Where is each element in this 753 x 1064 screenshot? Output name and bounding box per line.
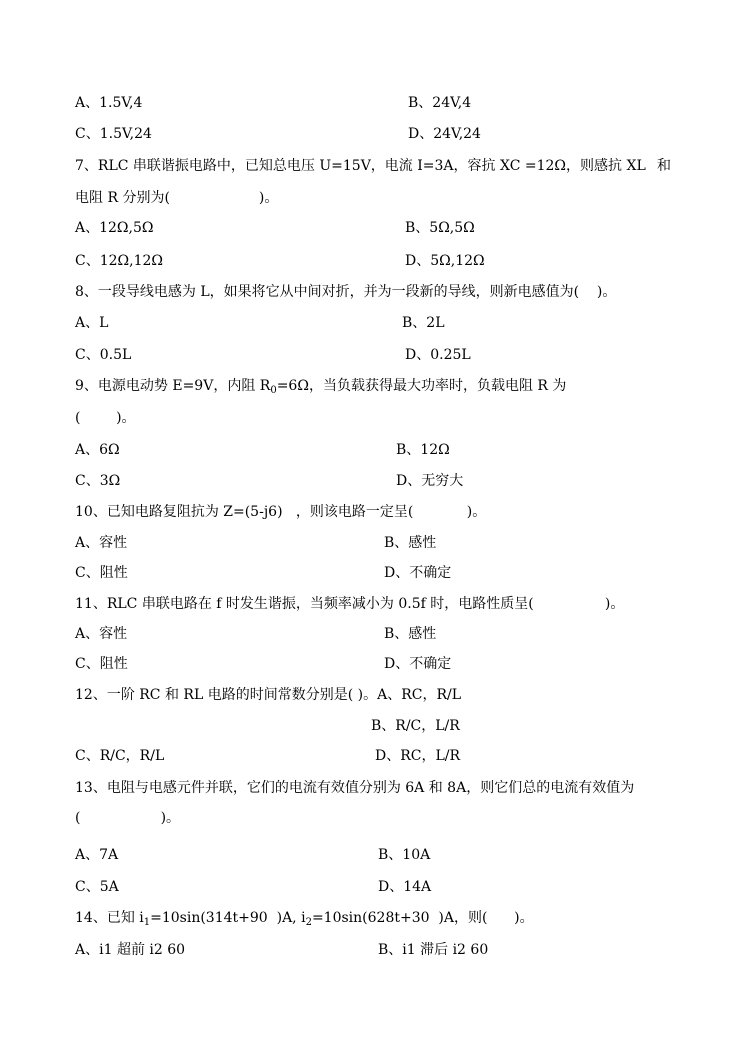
q9-option-b: B、12Ω (396, 442, 450, 458)
q6-option-b: B、24V,4 (408, 95, 472, 111)
q14-stem: 14、已知 $i_1=10\sin(314t+90$ )A, $i_2=10\sin(628t+30$ )A，则( )。 (75, 910, 534, 928)
q8-option-a: A、L (75, 315, 109, 331)
q12-option-b: B、R/C，L/R (371, 718, 460, 734)
q11-option-d: D、不确定 (384, 656, 452, 672)
q12-option-c: C、R/C，R/L (75, 748, 165, 764)
q13-stem-line1: 13、电阻与电感元件并联，它们的电流有效值分别为 6A 和 8A，则它们总的电流有效值为 (75, 780, 635, 796)
q9-option-d: D、无穷大 (396, 473, 464, 489)
q12-option-d: D、RC，L/R (375, 748, 461, 764)
q6-option-a: A、1.5V,4 (75, 95, 143, 111)
q7-option-a: A、12Ω,5Ω (75, 220, 154, 236)
q14-option-b: B、i1 滞后 i2 60 (378, 942, 489, 958)
q9-stem-line1: 9、电源电动势 E=9V，内阻 $R_0=6\Omega$，当负载获得最大功率时，负载电阻 R 为 (75, 378, 567, 396)
q10-stem: 10、已知电路复阻抗为 Z=(5-j6) ，则该电路一定呈( )。 (75, 504, 487, 520)
q9-option-c: C、3Ω (75, 473, 121, 489)
q12-stem: 12、一阶 RC 和 RL 电路的时间常数分别是( )。A、RC，R/L (75, 687, 461, 703)
q8-option-d: D、0.25L (405, 347, 471, 363)
q11-option-c: C、阻性 (75, 656, 128, 672)
q7-option-c: C、12Ω,12Ω (75, 253, 164, 269)
q14-option-a: A、i1 超前 i2 60 (75, 942, 186, 958)
q7-stem-line1: 7、RLC 串联谐振电路中，已知总电压 U=15V，电流 I=3A，容抗 XC =12Ω，则感抗 XL (75, 158, 646, 174)
q10-option-c: C、阻性 (75, 565, 128, 581)
q6-option-c: C、1.5V,24 (75, 126, 152, 142)
q11-option-b: B、感性 (384, 626, 437, 642)
q13-option-c: C、5A (75, 879, 119, 895)
q8-option-c: C、0.5L (75, 347, 132, 363)
q13-stem-line2: ( )。 (75, 810, 181, 826)
q11-stem: 11、RLC 串联电路在 f 时发生谐振，当频率减小为 0.5f 时，电路性质呈( )。 (75, 596, 625, 612)
q10-option-a: A、容性 (75, 535, 128, 551)
q9-stem-line2: ( )。 (75, 410, 136, 426)
q7-option-d: D、5Ω,12Ω (405, 253, 485, 269)
q8-stem: 8、一段导线电感为 L，如果将它从中间对折，并为一段新的导线，则新电感值为( )。 (75, 284, 617, 300)
q7-stem-line2: 电阻 R 分别为( )。 (75, 190, 279, 206)
q10-option-b: B、感性 (384, 535, 437, 551)
q6-option-d: D、24V,24 (408, 126, 481, 142)
q13-option-b: B、10A (378, 847, 431, 863)
q11-option-a: A、容性 (75, 626, 128, 642)
q9-option-a: A、6Ω (75, 442, 120, 458)
q10-option-d: D、不确定 (384, 565, 452, 581)
q13-option-a: A、7A (75, 847, 119, 863)
q13-option-d: D、14A (378, 879, 432, 895)
q7-option-b: B、5Ω,5Ω (405, 220, 475, 236)
q7-stem-and: 和 (657, 158, 671, 174)
q8-option-b: B、2L (402, 315, 445, 331)
